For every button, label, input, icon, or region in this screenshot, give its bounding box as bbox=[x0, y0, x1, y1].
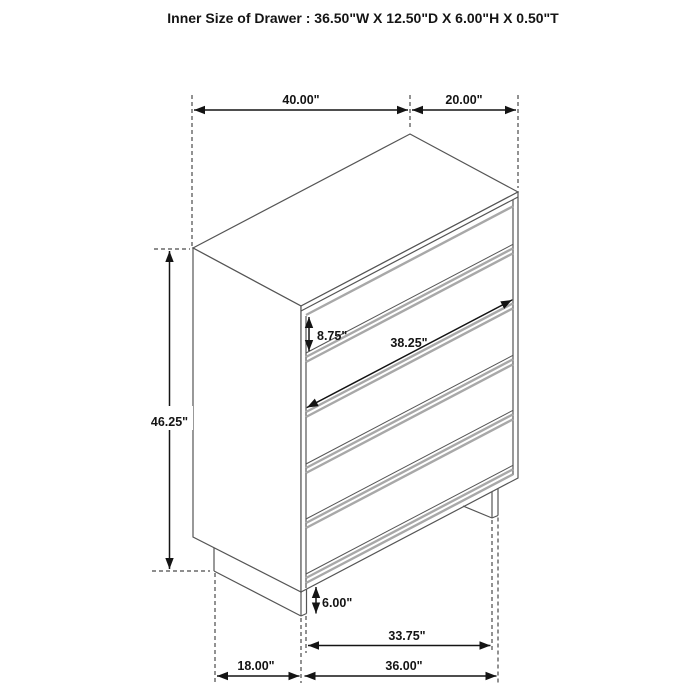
dim-overall-height-label: 46.25" bbox=[150, 415, 189, 429]
dim-base-depth-label: 18.00" bbox=[237, 659, 275, 673]
dim-base-inner-width-label: 33.75" bbox=[388, 629, 426, 643]
dim-base-front-width-label: 36.00" bbox=[385, 659, 423, 673]
dim-top-width-label: 40.00" bbox=[282, 93, 320, 107]
page-title: Inner Size of Drawer : 36.50"W X 12.50"D X 6.00"H X 0.50"T bbox=[167, 10, 559, 26]
front-leg bbox=[301, 589, 307, 616]
dim-leg-height-label: 6.00" bbox=[322, 596, 353, 610]
cabinet-side-panel bbox=[193, 248, 301, 592]
cabinet-drawing bbox=[193, 134, 518, 616]
dim-leg-height bbox=[316, 587, 352, 614]
dim-drawer-height-label: 8.75" bbox=[317, 329, 348, 343]
dim-drawer-width-label: 38.25" bbox=[390, 336, 428, 350]
dim-base-depth bbox=[215, 573, 301, 683]
dim-top-depth-label: 20.00" bbox=[445, 93, 483, 107]
